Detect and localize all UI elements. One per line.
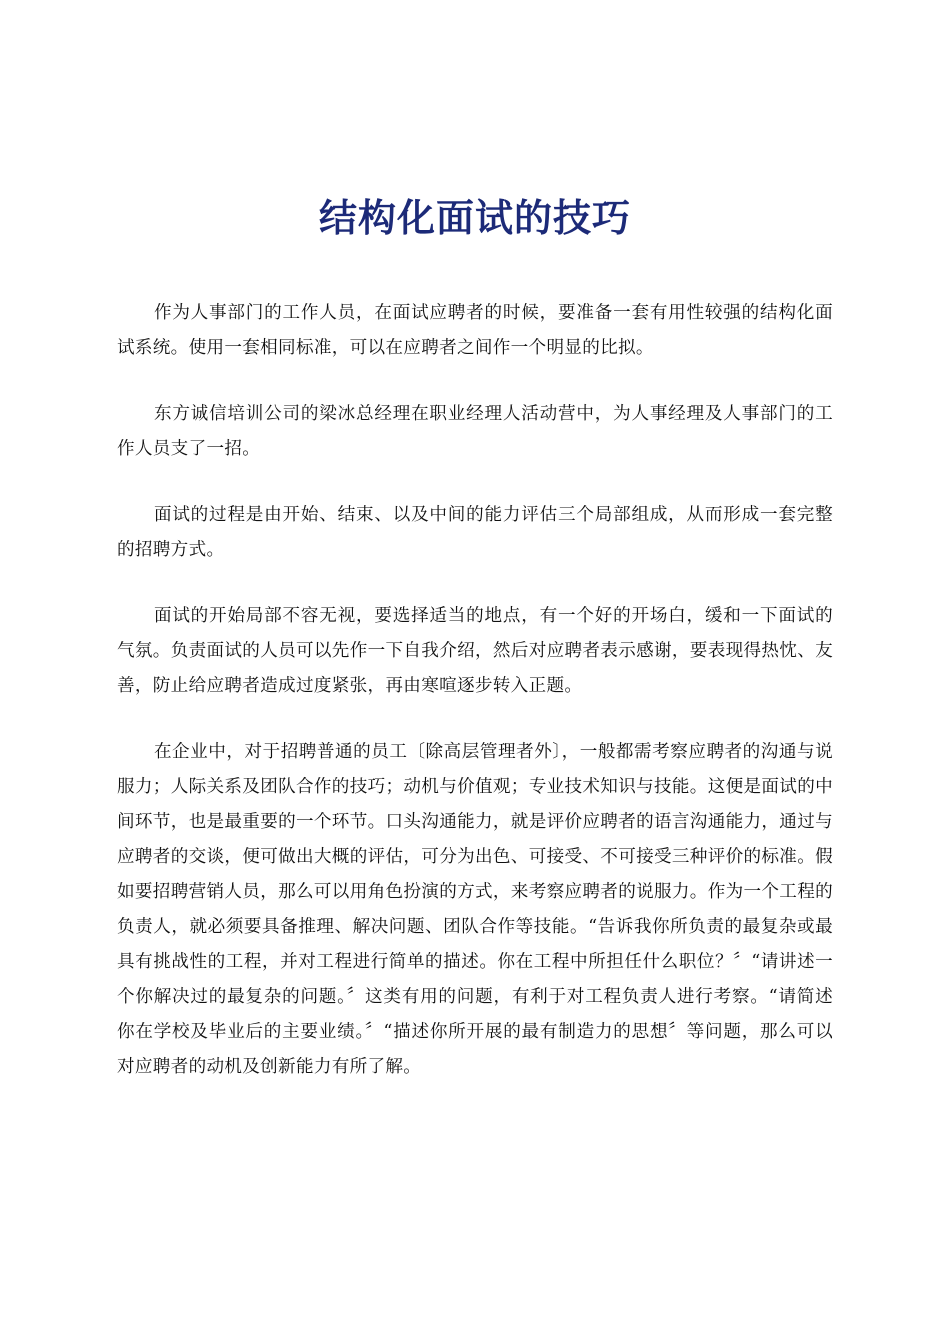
document-body xyxy=(117,296,833,1116)
paragraph-intro: 作为人事部门的工作人员，在面试应聘者的时候，要准备一套有用性较强的结构化面试系统。使用一套相同标准，可以在应聘者之间作一个明显的比拟。 xyxy=(117,303,833,358)
paragraph-process: 面试的过程是由开始、结束、以及中间的能力评估三个局部组成，从而形成一套完整的招聘方式。 xyxy=(117,505,833,560)
paragraph-middle: 在企业中，对于招聘普通的员工〔除高层管理者外〕，一般都需考察应聘者的沟通与说服力；人际关系及团队合作的技巧；动机与价值观；专业技术知识与技能。这便是面试的中间环节，也是最重要的一个环节。口头沟通能力，就是评价应聘者的语言沟通能力，通过与应聘者的交谈，便可做出大概的评估，可分为出色、可接受、不可接受三种评价的标准。假如要招聘营销人员，那么可以用角色扮演的方式，来考察应聘者的说服力。作为一个工程的负责人，就必须要具备推理、解决问题、团队合作等技能。“告诉我你所负责的最复杂或最具有挑战性的工程，并对工程进行简单的描述。你在工程中所担任什么职位？〞“请讲述一个你解决过的最复杂的问题。〞这类有用的问题，有利于对工程负责人进行考察。“请简述你在学校及毕业后的主要业绩。〞“描述你所开展的最有制造力的思想〞等问题，那么可以对应聘者的动机及创新能力有所了解。 xyxy=(117,742,833,1077)
paragraph-trainer: 东方诚信培训公司的梁冰总经理在职业经理人活动营中，为人事经理及人事部门的工作人员支了一招。 xyxy=(117,404,833,459)
paragraph-opening: 面试的开始局部不容无视，要选择适当的地点，有一个好的开场白，缓和一下面试的气氛。负责面试的人员可以先作一下自我介绍，然后对应聘者表示感谢，要表现得热忱、友善，防止给应聘者造成过度紧张，再由寒喧逐步转入正题。 xyxy=(117,606,833,696)
document-title: 结构化面试的技巧 xyxy=(318,195,631,240)
